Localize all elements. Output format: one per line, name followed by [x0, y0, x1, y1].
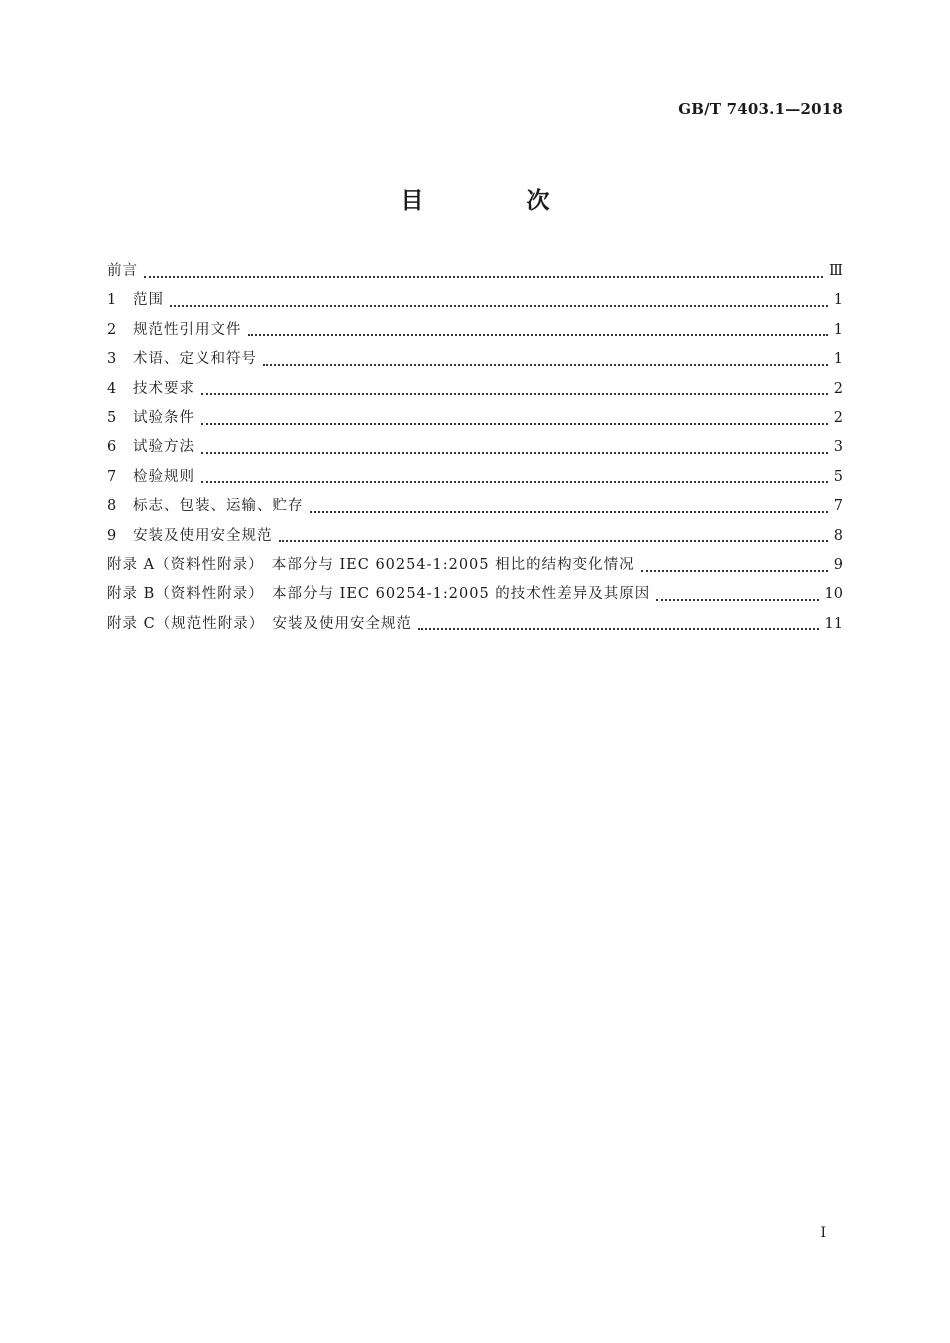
toc-entry-text: 试验方法 — [133, 439, 195, 456]
toc-entry-text: 范围 — [133, 292, 164, 309]
toc-entry-text: 前言 — [107, 263, 138, 279]
toc-entry-4[interactable] — [107, 375, 843, 404]
page-number: I — [820, 1225, 826, 1241]
toc-section-number: 5 — [107, 409, 117, 426]
toc-entry-2[interactable] — [107, 316, 843, 345]
toc-leader-dots — [279, 540, 828, 542]
toc-section-number: 8 — [107, 498, 117, 515]
toc-entry-3[interactable] — [107, 345, 843, 374]
toc-entry-text: 检验规则 — [133, 468, 195, 485]
toc-leader-dots — [201, 481, 828, 483]
toc-entry-annex-b[interactable] — [107, 580, 843, 609]
toc-section-number: 3 — [107, 351, 117, 368]
toc-leader-dots — [418, 628, 819, 630]
toc-leader-dots — [656, 599, 818, 601]
toc-entry-7[interactable] — [107, 463, 843, 492]
toc-page-number: 7 — [833, 498, 843, 515]
toc-page-number: 11 — [824, 615, 843, 632]
toc-page-number: 5 — [833, 468, 843, 485]
toc-entry-1[interactable] — [107, 286, 843, 315]
toc-entry-text: 附录 A（资料性附录） 本部分与 IEC 60254-1:2005 相比的结构变化情况 — [107, 556, 635, 573]
toc-entry-6[interactable] — [107, 433, 843, 462]
toc-page-number: 10 — [824, 586, 843, 603]
table-of-contents — [107, 257, 843, 639]
toc-leader-dots — [248, 334, 828, 336]
page-title: 目 次 — [400, 187, 590, 214]
toc-entry-text: 试验条件 — [133, 409, 195, 426]
toc-page-number: 1 — [833, 292, 843, 309]
toc-leader-dots — [641, 570, 828, 572]
toc-entry-text: 术语、定义和符号 — [133, 351, 257, 368]
toc-entry-8[interactable] — [107, 492, 843, 521]
toc-section-number: 7 — [107, 468, 117, 485]
toc-entry-foreword[interactable] — [107, 257, 843, 286]
toc-entry-text: 技术要求 — [133, 380, 195, 397]
toc-entry-annex-c[interactable] — [107, 610, 843, 639]
toc-section-number: 9 — [107, 527, 117, 544]
toc-page-number: 3 — [833, 439, 843, 456]
toc-entry-annex-a[interactable] — [107, 551, 843, 580]
toc-entry-text: 标志、包装、运输、贮存 — [133, 498, 304, 515]
toc-page-number: 1 — [833, 321, 843, 338]
toc-page-number: 8 — [833, 527, 843, 544]
toc-page-number: 2 — [833, 409, 843, 426]
toc-page-number: 9 — [833, 556, 843, 573]
toc-section-number: 4 — [107, 380, 117, 397]
standard-number: GB/T 7403.1—2018 — [678, 100, 843, 118]
toc-entry-text: 安装及使用安全规范 — [133, 527, 273, 544]
toc-entry-text: 附录 C（规范性附录） 安装及使用安全规范 — [107, 615, 412, 632]
toc-leader-dots — [201, 423, 828, 425]
toc-section-number: 6 — [107, 439, 117, 456]
toc-entry-5[interactable] — [107, 404, 843, 433]
toc-leader-dots — [144, 276, 823, 278]
toc-section-number: 1 — [107, 292, 117, 309]
toc-leader-dots — [170, 305, 828, 307]
toc-entry-text: 规范性引用文件 — [133, 321, 242, 338]
toc-leader-dots — [263, 364, 828, 366]
toc-leader-dots — [201, 452, 828, 454]
toc-section-number: 2 — [107, 321, 117, 338]
toc-leader-dots — [310, 511, 828, 513]
toc-entry-text: 附录 B（资料性附录） 本部分与 IEC 60254-1:2005 的技术性差异及其原因 — [107, 586, 651, 603]
toc-page-number: 1 — [833, 351, 843, 368]
toc-page-number: Ⅲ — [829, 263, 843, 279]
toc-leader-dots — [201, 393, 828, 395]
toc-entry-9[interactable] — [107, 522, 843, 551]
toc-page-number: 2 — [833, 380, 843, 397]
